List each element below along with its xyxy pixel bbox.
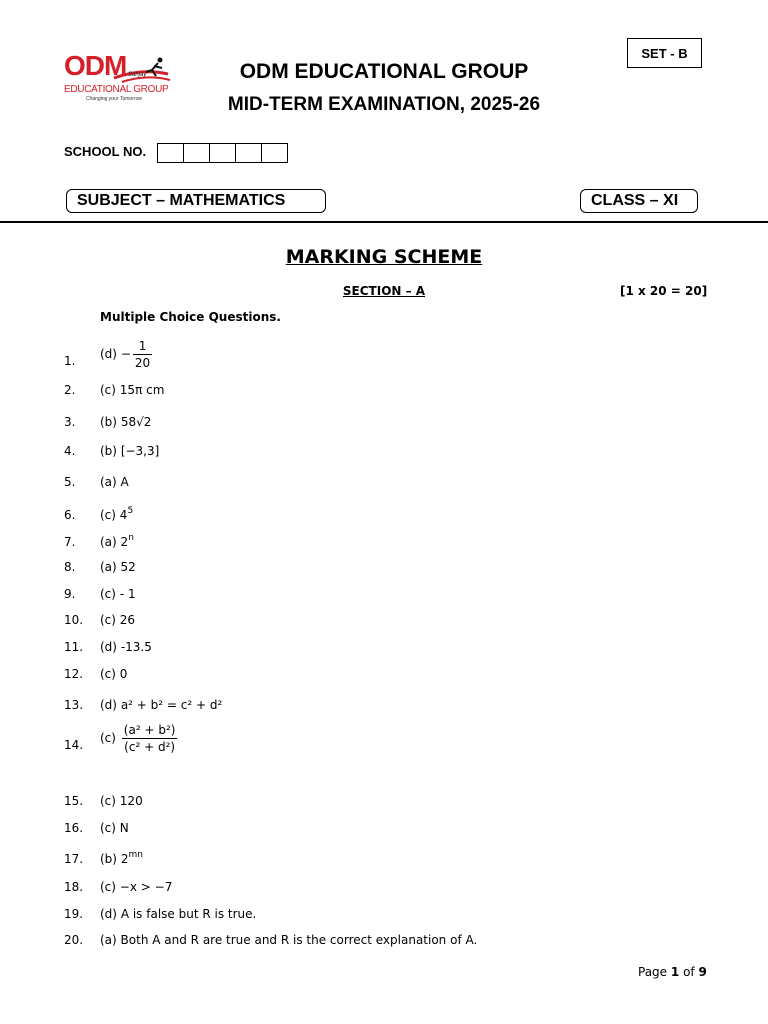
page-number (638, 965, 707, 979)
answer-text: N (119, 821, 129, 835)
answer-text: 26 (119, 613, 136, 627)
answer-option: (c) (100, 731, 116, 745)
answer-fraction (122, 722, 178, 755)
answer-text: − (120, 347, 131, 361)
page-of: of (683, 965, 695, 979)
answer-item (100, 508, 133, 522)
answer-item (100, 613, 135, 627)
answer-exponent: mn (128, 850, 143, 860)
answer-option: (d) (100, 698, 117, 712)
question-number: 13. (64, 698, 84, 712)
page-title: ODM EDUCATIONAL GROUP (239, 60, 529, 83)
answer-item (100, 794, 143, 808)
page-current: 1 (670, 965, 680, 979)
question-number: 7. (64, 535, 76, 549)
school-no-box (235, 143, 262, 163)
answer-option: (a) (100, 535, 117, 549)
answer-option: (c) (100, 821, 116, 835)
answer-item (100, 587, 136, 601)
fraction-denominator: (c² + d²) (124, 740, 176, 754)
answer-item (100, 933, 477, 947)
question-number: 17. (64, 852, 84, 866)
answer-item (100, 535, 134, 549)
school-no-boxes (158, 143, 288, 163)
answer-text: 52 (120, 560, 136, 574)
class-label: CLASS – XI (580, 189, 698, 213)
answer-option: (a) (100, 560, 117, 574)
answer-text: −x > −7 (119, 880, 173, 894)
answer-item (100, 907, 256, 921)
answer-option: (b) (100, 415, 117, 429)
page-total: 9 (698, 965, 707, 979)
answer-fraction (133, 338, 152, 371)
question-number: 10. (64, 613, 84, 627)
answer-option: (c) (100, 383, 116, 397)
answer-item (100, 880, 172, 894)
answer-text: A (120, 475, 129, 489)
answer-text: A is false but R is true. (120, 907, 257, 921)
answer-text: Both A and R are true and R is the correct explanation of A. (120, 933, 478, 947)
answer-option: (d) (100, 907, 117, 921)
question-number: 6. (64, 508, 76, 522)
answer-text: 15π cm (119, 383, 165, 397)
marking-scheme-title: MARKING SCHEME (285, 246, 483, 268)
answer-option: (c) (100, 613, 116, 627)
answer-item (100, 640, 152, 654)
subject-label: SUBJECT – MATHEMATICS (66, 189, 326, 213)
answer-exponent: 5 (127, 506, 134, 516)
question-number: 12. (64, 667, 84, 681)
answer-option: (c) (100, 587, 116, 601)
fraction-denominator: 20 (134, 356, 151, 370)
answer-option: (d) (100, 640, 117, 654)
answer-option: (c) (100, 508, 116, 522)
question-number: 15. (64, 794, 84, 808)
answer-option: (a) (100, 933, 117, 947)
question-number: 14. (64, 738, 84, 752)
answer-text: 120 (119, 794, 143, 808)
question-number: 9. (64, 587, 76, 601)
answer-text: a² + b² = c² + d² (120, 698, 223, 712)
answer-option: (b) (100, 852, 117, 866)
answer-item (100, 560, 136, 574)
answer-item (100, 722, 177, 755)
school-no-box (183, 143, 210, 163)
section-heading: SECTION – A (342, 284, 426, 298)
answer-text: [−3,3] (120, 444, 160, 458)
question-number: 8. (64, 560, 76, 574)
answer-text: 58√2 (120, 415, 152, 429)
answer-option: (b) (100, 444, 117, 458)
page-label: Page (638, 965, 668, 979)
question-number: 19. (64, 907, 84, 921)
fraction-numerator: (a² + b²) (123, 723, 176, 737)
exam-title: MID-TERM EXAMINATION, 2025-26 (227, 94, 541, 115)
logo-tagline: Changing your Tomorrow (86, 96, 142, 102)
header-divider (0, 221, 768, 223)
school-no-box (157, 143, 184, 163)
logo-mark-text: Sanjay (128, 72, 147, 78)
answer-item (100, 821, 129, 835)
answer-item (100, 852, 143, 866)
question-number: 11. (64, 640, 84, 654)
answer-item (100, 415, 151, 429)
answer-item (100, 475, 129, 489)
answer-text: 2 (120, 852, 129, 866)
answer-option: (a) (100, 475, 117, 489)
logo-subtitle: EDUCATIONAL GROUP (64, 84, 169, 95)
answer-text: 4 (119, 508, 128, 522)
answer-option: (d) (100, 347, 117, 361)
answer-option: (c) (100, 794, 116, 808)
answer-text: - 1 (119, 587, 136, 601)
mcq-heading: Multiple Choice Questions. (100, 310, 281, 324)
answer-text: 2 (120, 535, 129, 549)
question-number: 18. (64, 880, 84, 894)
answer-option: (c) (100, 880, 116, 894)
school-no-box (209, 143, 236, 163)
answer-text: -13.5 (120, 640, 152, 654)
answer-item (100, 444, 159, 458)
answer-item (100, 383, 164, 397)
question-number: 5. (64, 475, 76, 489)
answer-item (100, 338, 152, 371)
question-number: 2. (64, 383, 76, 397)
set-badge: SET - B (627, 38, 702, 68)
answer-item (100, 698, 222, 712)
answer-text: 0 (119, 667, 128, 681)
question-number: 16. (64, 821, 84, 835)
school-no-box (261, 143, 288, 163)
answer-exponent: n (128, 533, 134, 543)
answer-item (100, 667, 127, 681)
section-marks: [1 x 20 = 20] (620, 284, 708, 298)
question-number: 20. (64, 933, 84, 947)
answer-option: (c) (100, 667, 116, 681)
school-no-label: SCHOOL NO. (64, 144, 147, 159)
question-number: 3. (64, 415, 76, 429)
logo-brand-text: ODM (64, 50, 127, 81)
question-number: 4. (64, 444, 76, 458)
question-number: 1. (64, 354, 76, 368)
fraction-numerator: 1 (133, 338, 152, 355)
